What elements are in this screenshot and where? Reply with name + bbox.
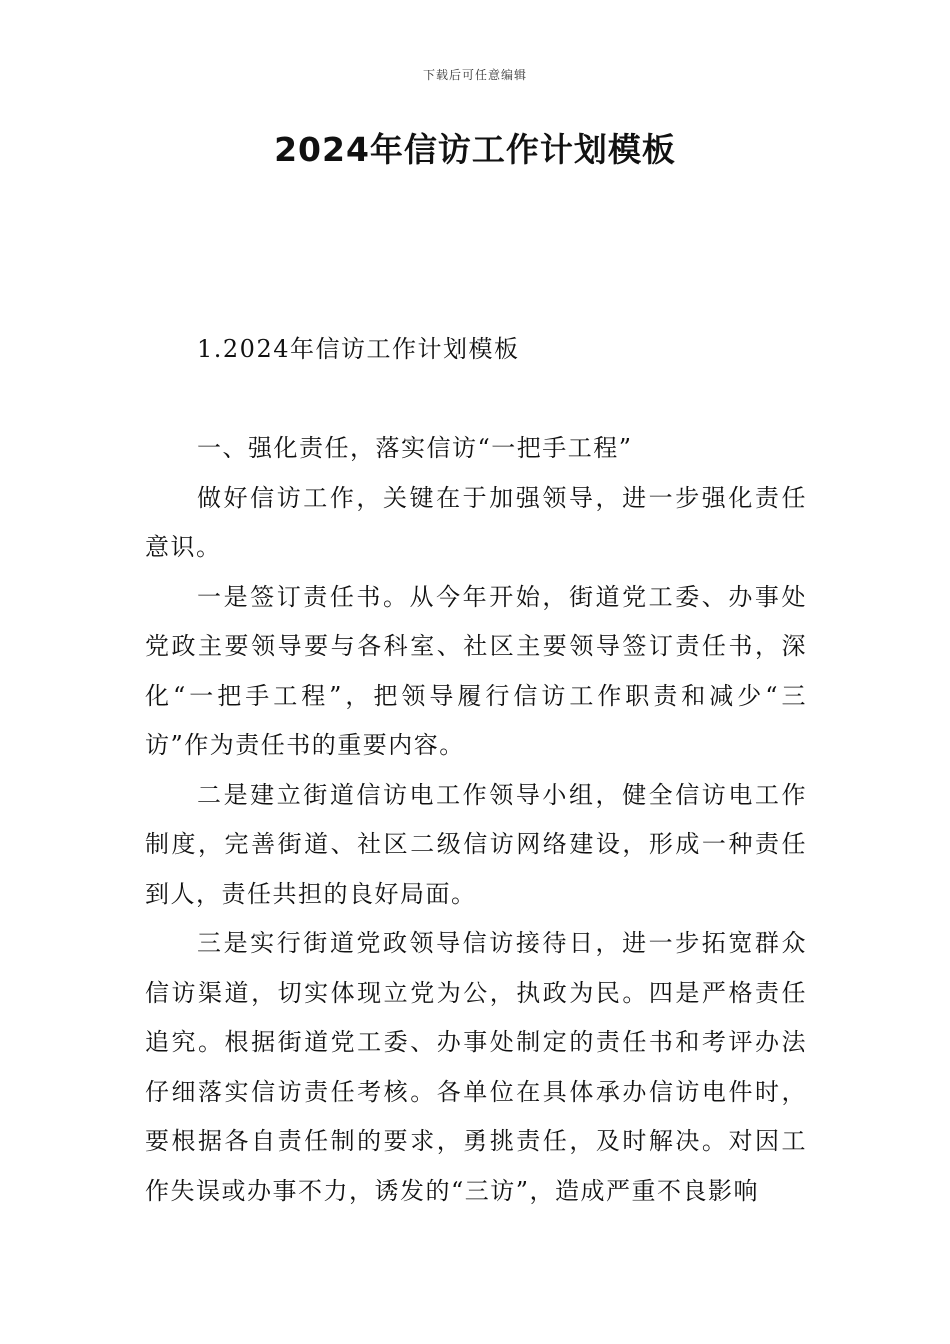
download-note: 下载后可任意编辑 bbox=[422, 68, 527, 82]
paragraph-1: 做好信访工作，关键在于加强领导，进一步强化责任意识。 bbox=[145, 483, 807, 561]
document-title: 2024年信访工作计划模板 bbox=[274, 130, 676, 169]
section-subtitle: 1.2024年信访工作计划模板 bbox=[197, 335, 520, 363]
paragraph-4: 三是实行街道党政领导信访接待日，进一步拓宽群众信访渠道，切实体现立党为公，执政为民。四是严格责任追究。根据街道党工委、办事处制定的责任书和考评办法仔细落实信访责任考核。各单位在具体承办信访电件时，要根据各自责任制的要求，勇挑责任，及时解决。对因工作失误或办事不力，诱发的“三访”，造成严重不良影响 bbox=[145, 929, 807, 1205]
section-heading: 一、强化责任，落实信访“一把手工程” bbox=[197, 434, 633, 462]
document-body bbox=[145, 424, 807, 1216]
paragraph-2: 一是签订责任书。从今年开始，街道党工委、办事处党政主要领导要与各科室、社区主要领导签订责任书，深化“一把手工程”，把领导履行信访工作职责和减少“三访”作为责任书的重要内容。 bbox=[145, 582, 807, 759]
paragraph-3: 二是建立街道信访电工作领导小组，健全信访电工作制度，完善街道、社区二级信访网络建设，形成一种责任到人，责任共担的良好局面。 bbox=[145, 780, 807, 908]
